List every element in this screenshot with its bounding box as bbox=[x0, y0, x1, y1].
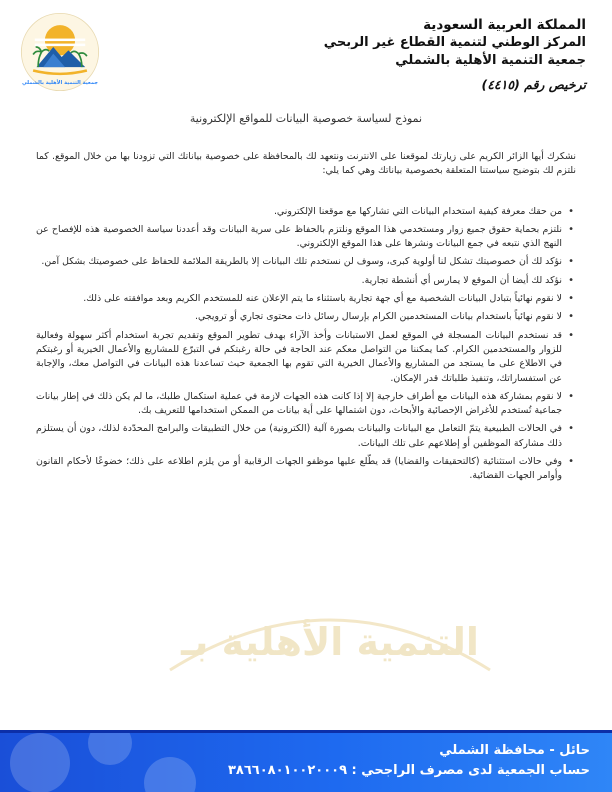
intro-paragraph: نشكرك أيها الزائر الكريم على زيارتك لموقعنا على الانترنت ونتعهد لك بالمحافظة على خصوصية بياناتك التي تزودنا بها من خلال الموقع. كما نلتزم لك بتوضيح سياستنا المتعلقة بخصوصية بياناتك وهي كما يلي: bbox=[36, 151, 576, 177]
list-item: • من حقك معرفة كيفية استخدام البيانات التي تشاركها مع موقعنا الإلكتروني. bbox=[36, 205, 562, 219]
association-name: جمعية التنمية الأهلية بالشملي bbox=[395, 53, 586, 68]
policy-points-list bbox=[36, 205, 576, 484]
organization-info bbox=[166, 16, 586, 94]
footer-contact bbox=[228, 741, 590, 781]
list-item: • لا نقوم بمشاركة هذه البيانات مع أطراف خارجية إلا إذا كانت هذه الجهات لازمة في عملية استكمال طلبك، ما لم يكن ذلك في إطار بيانات جماعية تُستخدم للأغراض الإحصائية والأبحاث، دون اشتمالها على أية بيانات من الممكن استخدامها للتعريف بك. bbox=[36, 390, 562, 419]
list-item: • وفي حالات استثنائية (كالتحقيقات والقضايا) قد يطّلع عليها موظفو الجهات الرقابية أو من يلزم اطلاعه على ذلك؛ خضوعًا لأحكام القانون وأوامر الجهات القضائية. bbox=[36, 455, 562, 484]
association-logo-icon bbox=[18, 10, 102, 94]
list-item: • لا نقوم نهائياً باستخدام بيانات المستخدمين الكرام بإرسال رسائل ذات محتوى تجاري أو ترويجي. bbox=[36, 310, 562, 324]
list-item: • نؤكد لك أن خصوصيتك تشكل لنا أولوية كبرى، وسوف لن نستخدم تلك البيانات إلا بالطريقة الملائمة للحفاظ على خصوصيتك بشكل آمن. bbox=[36, 255, 562, 269]
list-item: • لا نقوم نهائياً بتبادل البيانات الشخصية مع أي جهة تجارية باستثناء ما يتم الإعلان عنه للمستخدم الكريم وبعد موافقته على ذلك. bbox=[36, 292, 562, 306]
watermark-text: التنمية الأهلية بـ bbox=[181, 620, 479, 664]
policy-content bbox=[36, 150, 576, 488]
logo-text: جمعية التنمية الأهلية بالشملي bbox=[21, 79, 99, 86]
list-item: • في الحالات الطبيعية يتمّ التعامل مع البيانات والبيانات بصورة آلية (الكترونية) من خلال التطبيقات والبرامج المحدّدة لذلك، دون أن يستلزم ذلك مشاركة الموظفين أو إطلاعهم على تلك البيانات. bbox=[36, 422, 562, 451]
center-name: المركز الوطني لتنمية القطاع غير الربحي bbox=[323, 35, 586, 50]
license-number: ترخيص رقم (٤٤١٥) bbox=[481, 77, 586, 92]
list-item: • قد نستخدم البيانات المسجلة في الموقع لعمل الاستبانات وأخذ الآراء بهدف تطوير الموقع وتقديم تجربة استخدام أكثر سهولة وفعالية للزوار والمستخدمين الكرام. كما يمكننا من التواصل معكم عند الحاجة في حالة رغبتكم في التبرّع للمشاريع والأعمال الخيرية أو رغبتكم في الاطلاع على ما يستجد من المشاريع والأعمال الخيرية التي تقوم بها الجمعية حيث تساعدنا هذه البيانات في التواصل معك، والإجابة عن استفساراتك، وتنفيذ طلباتك قدر الإمكان. bbox=[36, 329, 562, 386]
list-item: • نلتزم بحماية حقوق جميع زوار ومستخدمي هذا الموقع ونلتزم بالحفاظ على سرية البيانات وقد أعددنا سياسة الخصوصية هذه للإفصاح عن النهج الذي نتبعه في جمع البيانات ونشرها على هذا الموقع الإلكتروني. bbox=[36, 223, 562, 252]
watermark-logo-icon bbox=[150, 560, 510, 680]
document-title: نموذج لسياسة خصوصية البيانات للمواقع الإلكترونية bbox=[189, 112, 423, 125]
country-name: المملكة العربية السعودية bbox=[423, 17, 586, 33]
footer-bank-account: حساب الجمعية لدى مصرف الراجحي : ٣٨٦٦٠٨٠١٠٠٢٠٠٠٩ bbox=[227, 763, 590, 778]
letterhead bbox=[0, 0, 612, 120]
footer-bar bbox=[0, 730, 612, 792]
list-item: • نؤكد لك أيضا أن الموقع لا يمارس أي أنشطة تجارية. bbox=[36, 274, 562, 288]
footer-address: حائل - محافظة الشملي bbox=[439, 743, 590, 758]
